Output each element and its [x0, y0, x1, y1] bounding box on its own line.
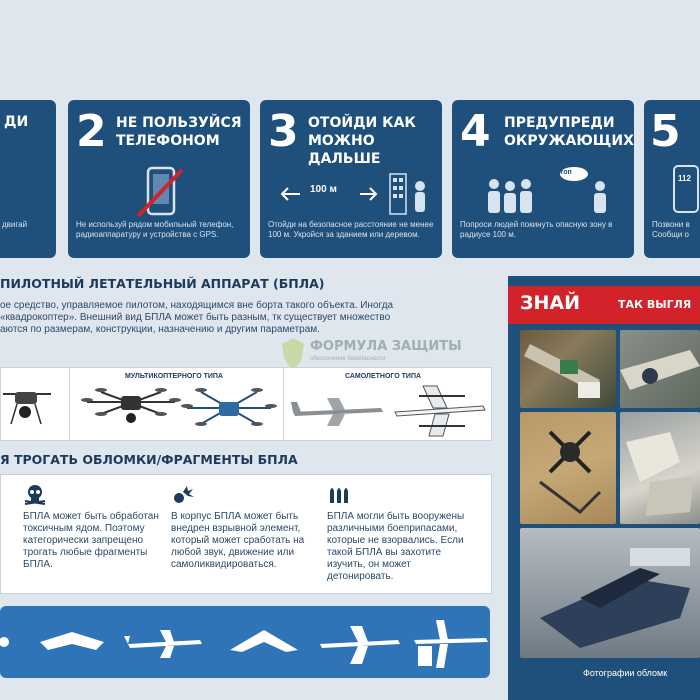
uav-desc-line-1: ое средство, управляемое пилотом, находящимся вне борта такого объекта. Иногда	[0, 300, 394, 311]
warning-item-ammo	[327, 475, 477, 585]
step-4-heading: ПРЕДУПРЕДИ ОКРУЖАЮЩИХ	[504, 115, 634, 149]
step-5-desc: Позвони в Сообщи о	[652, 220, 690, 239]
step-3-distance: 100 м	[310, 184, 337, 195]
step-card-3	[260, 100, 442, 258]
quadcopter-icon	[1, 380, 67, 438]
right-photo-panel	[508, 276, 700, 700]
photos-caption: Фотографии обломк	[583, 668, 668, 678]
wreckage-photo-3	[520, 412, 616, 524]
uav-silhouette	[320, 626, 400, 664]
warning-text-explosive: В корпус БПЛА может быть внедрен взрывной элемент, который может сработать на любой звук, движение или самоликвидироваться.	[171, 511, 305, 570]
wreckage-photo-4	[620, 412, 700, 524]
step-5-phone-number: 112	[678, 174, 691, 183]
type-label-multicopter: МУЛЬТИКОПТЕРНОГО ТИПА	[125, 373, 223, 380]
octocopter-icon	[181, 386, 277, 436]
warning-item-toxic	[23, 475, 173, 585]
uav-desc-line-2: «квадрокоптер». Внешний вид БПЛА может быть разным, тк существует множество	[0, 312, 391, 323]
step-4-number: 4	[460, 106, 491, 157]
stop-speech-bubble: стоп	[556, 169, 572, 176]
warning-text-ammo: БПЛА могли быть вооружены различными боеприпасами, которые не взорвались. Если такой БПЛА вы захотите изучить, он может детонировать.	[327, 511, 465, 582]
ammo-icon	[327, 483, 351, 505]
watermark-title: ФОРМУЛА ЗАЩИТЫ	[310, 339, 462, 354]
vtol-silhouette	[414, 620, 488, 668]
uav-section-title: ПИЛОТНЫЙ ЛЕТАТЕЛЬНЫЙ АППАРАТ (БПЛА)	[0, 276, 325, 291]
uav-types-panel	[0, 367, 492, 441]
step-3-desc: Отойди на безопасное расстояние не менее 100 м. Укройся за зданием или деревом.	[268, 220, 434, 239]
fixed-wing-drone-icon	[289, 388, 385, 434]
step-card-4	[452, 100, 634, 258]
drone-silhouettes-strip	[0, 606, 490, 678]
step-card-2	[68, 100, 250, 258]
step-2-desc: Не используй рядом мобильный телефон, радиоаппаратуру и устройства с GPS.	[76, 220, 234, 239]
step-1-heading: ДИ	[4, 114, 29, 130]
wreckage-photo-1	[520, 330, 616, 408]
warning-text-toxic: БПЛА может быть обработан токсичным ядом. Поэтому категорически запрещено трогать любые фрагменты БПЛА.	[23, 511, 159, 570]
warning-item-explosive	[171, 475, 321, 585]
warning-section-title: Я ТРОГАТЬ ОБЛОМКИ/ФРАГМЕНТЫ БПЛА	[0, 452, 298, 467]
know-banner-title: ЗНАЙ	[520, 292, 581, 314]
step-2-heading: НЕ ПОЛЬЗУЙСЯ ТЕЛЕФОНОМ	[116, 115, 242, 149]
step-card-5	[644, 100, 700, 258]
flying-wing-silhouette-1	[40, 632, 104, 650]
skull-icon	[23, 483, 47, 505]
vtol-drone-icon	[389, 382, 489, 438]
wreckage-photo-5	[520, 528, 700, 658]
type-label-airplane: САМОЛЕТНОГО ТИПА	[345, 373, 422, 380]
know-banner-subtitle: ТАК ВЫГЛЯ	[618, 298, 692, 311]
step-5-number: 5	[650, 106, 681, 157]
flying-wing-silhouette-2	[230, 630, 298, 652]
distance-graphic	[268, 164, 434, 224]
step-1-desc: двигай	[2, 220, 28, 229]
phone-112-icon	[672, 164, 700, 224]
uav-desc-line-3: аются по размерам, конструкции, назначению и другим параметрам.	[0, 324, 320, 335]
step-3-heading: ОТОЙДИ КАК МОЖНО ДАЛЬШЕ	[308, 115, 416, 167]
step-card-1	[0, 100, 56, 258]
explosion-icon	[171, 483, 195, 505]
warning-panel	[0, 474, 492, 594]
people-icon	[460, 164, 626, 224]
step-3-number: 3	[268, 106, 299, 157]
step-4-desc: Попроси людей покинуть опасную зону в радиусе 100 м.	[460, 220, 613, 239]
watermark-subtitle: обеспечение безопасности	[310, 356, 386, 362]
crossed-phone-icon	[76, 164, 242, 224]
uav-section-desc	[0, 300, 495, 336]
wreckage-photo-2	[620, 330, 700, 408]
drone-silhouettes	[0, 606, 490, 678]
airplane-silhouette	[124, 630, 202, 658]
step-2-number: 2	[76, 106, 107, 157]
know-banner	[508, 286, 700, 324]
hexacopter-icon	[81, 384, 181, 436]
